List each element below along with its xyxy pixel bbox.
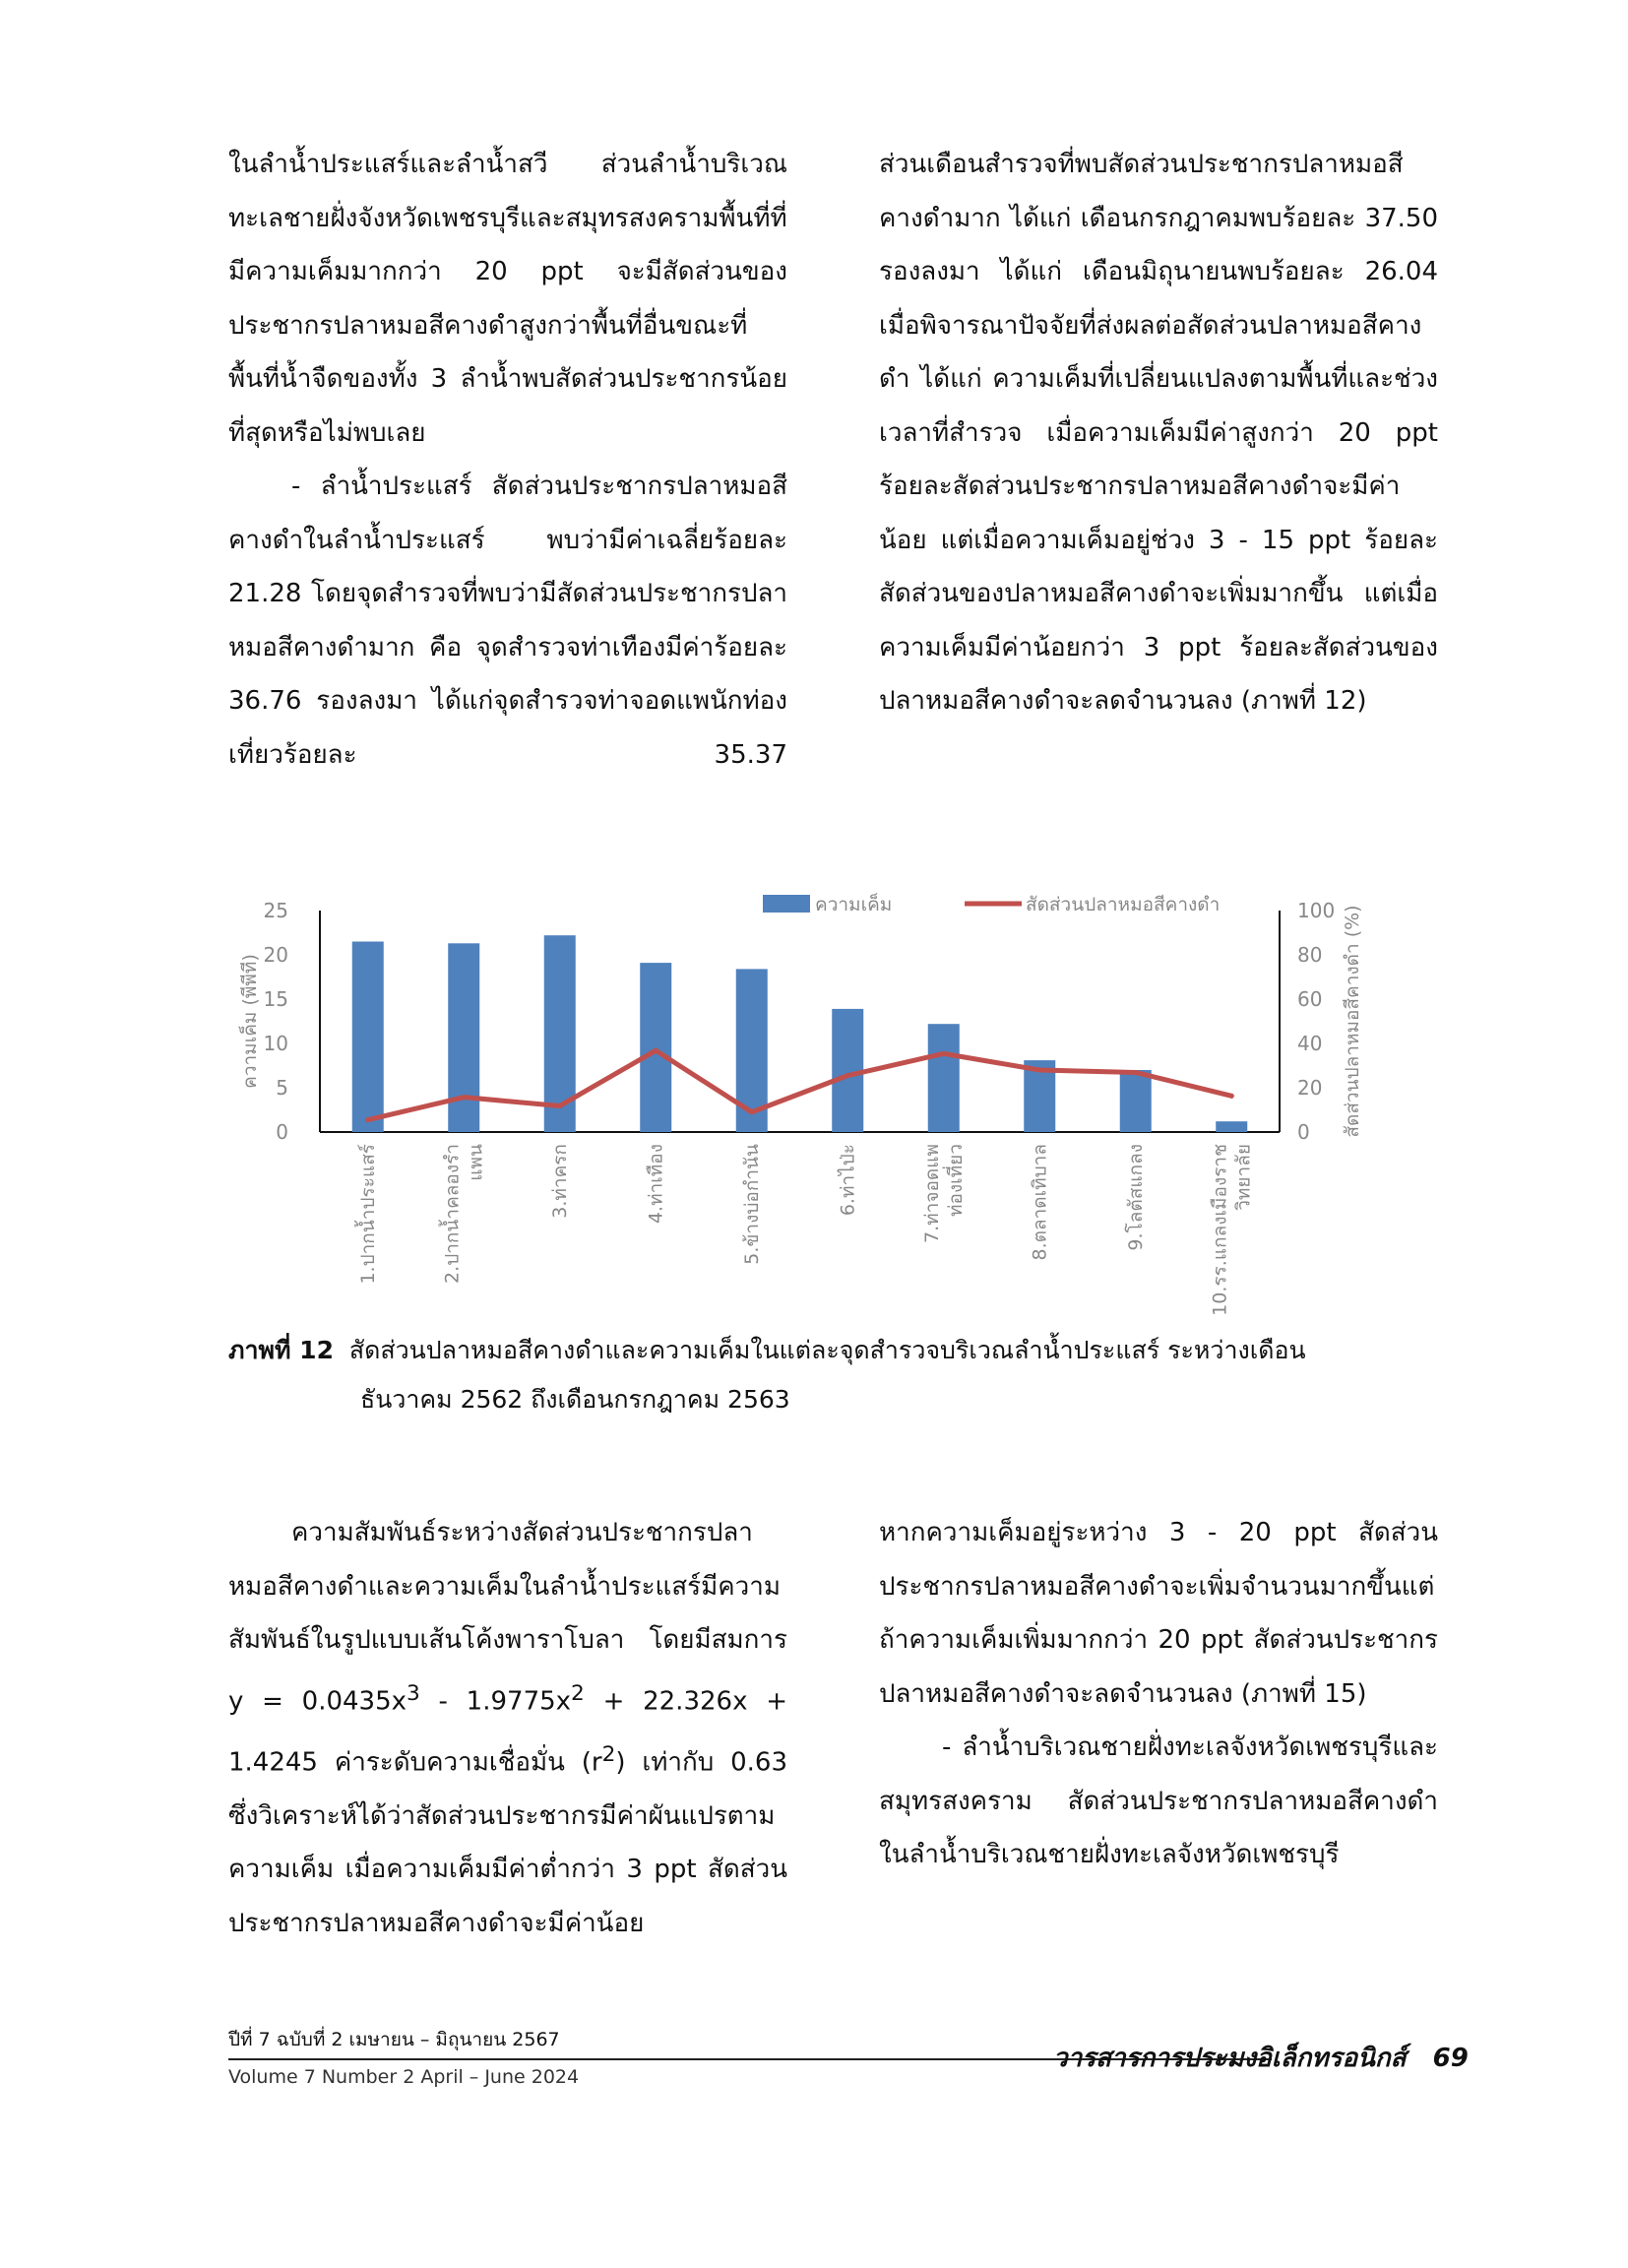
x-tick-label: 7.ท่าจอดแพ [920,1144,943,1243]
y-tick-label: 20 [263,943,288,967]
bar-salinity [832,1009,863,1132]
bar-salinity [448,943,479,1132]
line-point [1037,1068,1042,1073]
y-tick-label: 5 [276,1076,288,1100]
paragraph: หากความเค็มอยู่ระหว่าง 3 - 20 ppt สัดส่วนประชากรปลาหมอสีคางดำจะเพิ่มจำนวนมากขึ้นแต่ถ้าความเค็มเพิ่มมากกว่า 20 ppt สัดส่วนประชากรปลาหมอสีคางดำจะลดจำนวนลง (ภาพที่ 15) [879,1518,1438,1709]
x-tick-label: วิทยาลัย [1232,1144,1255,1211]
paragraph-equation: ความสัมพันธ์ระหว่างสัดส่วนประชากรปลาหมอสีคางดำและความเค็มในลำน้ำประแสร์มีความสัมพันธ์ในรูปแบบเส้นโค้งพาราโบลา โดยมีสมการ $y = 0.0435x^3 - 1.9775x^2 + 22.326x + 1.4245$ ค่าระดับความเชื่อมั่น $(r^2)$ เท่ากับ 0.63 ซึ่งวิเคราะห์ได้ว่าสัดส่วนประชากรมีค่าผันแปรตามความเค็ม เมื่อความเค็มมีค่าต่ำกว่า 3 ppt สัดส่วนประชากรปลาหมอสีคางดำจะมีค่าน้อย [228,1518,787,1938]
x-tick-label: 4.ท่าเทือง [645,1144,667,1225]
y-tick-label: 25 [263,899,288,922]
y2-tick-label: 60 [1297,987,1323,1011]
line-point [365,1117,370,1122]
y2-tick-label: 20 [1297,1076,1323,1100]
line-point [654,1048,658,1053]
salinity-proportion-chart [226,881,1398,1334]
journal-name: วารสารการประมงอิเล็กทรอนิกส์ [1053,2044,1407,2073]
line-point [845,1073,850,1078]
bar-salinity [928,1024,960,1132]
x-tick-label: 2.ปากน้ำคลองรำ [441,1144,464,1284]
y2-axis-title: สัดส่วนปลาหมอสีคางดำ (%) [1342,905,1363,1138]
paragraph: ในลำน้ำประแสร์และลำน้ำสวี ส่วนลำน้ำบริเวณทะเลชายฝั่งจังหวัดเพชรบุรีและสมุทรสงครามพื้นที่ที่มีความเค็มมากกว่า 20 ppt จะมีสัดส่วนของประชากรปลาหมอสีคางดำสูงกว่าพื้นที่อื่นขณะที่พื้นที่น้ำจืดของทั้ง 3 ลำน้ำพบสัดส่วนประชากรน้อยที่สุดหรือไม่พบเลย [228,150,787,448]
line-point [462,1095,467,1100]
x-tick-label: 6.ท่าไป่ะ [837,1144,859,1217]
line-point [941,1051,946,1056]
line-point [1229,1094,1234,1099]
legend-label-proportion: สัดส่วนปลาหมอสีคางดำ [1026,894,1221,915]
y-tick-label: 10 [263,1032,288,1055]
y-tick-label: 15 [263,987,288,1011]
line-proportion [368,1050,1232,1119]
x-tick-label: 8.ตลาดเทิบาล [1029,1144,1051,1261]
paragraph: - ลำน้ำบริเวณชายฝั่งทะเลจังหวัดเพชรบุรีและสมุทรสงคราม สัดส่วนประชากรปลาหมอสีคางดำในลำน้ำบริเวณชายฝั่งทะเลจังหวัดเพชรบุรี [879,1732,1438,1869]
x-tick-label: 3.ท่าครก [548,1144,571,1219]
bar-salinity [1120,1070,1152,1132]
figure-12 [226,881,1398,1334]
x-tick-label: 10.รร.แกลงเมืองราช [1209,1144,1231,1316]
caption-label: ภาพที่ 12 [228,1336,334,1364]
y2-tick-label: 80 [1297,943,1323,967]
page-number: 69 [1432,2044,1469,2073]
y2-tick-label: 40 [1297,1032,1323,1055]
issue-english: Volume 7 Number 2 April – June 2024 [228,2066,580,2088]
legend-swatch-salinity [763,895,810,913]
y2-tick-label: 0 [1297,1120,1310,1144]
issue-thai: ปีที่ 7 ฉบับที่ 2 เมษายน – มิถุนายน 2567 [228,2029,560,2050]
figure-caption [228,1326,1409,1424]
legend-label-salinity: ความเค็ม [815,894,893,915]
x-tick-label: 5.ข้างบ่อกำนัน [740,1144,763,1265]
right-column-top [879,138,1438,728]
y2-tick-label: 100 [1297,899,1336,922]
x-tick-label: ท่องเที่ยว [944,1144,967,1218]
bar-salinity [352,942,384,1133]
x-tick-label: 1.ปากน้ำประแสร์ [356,1144,379,1285]
right-column-bottom [879,1506,1438,1882]
caption-line-2: ธันวาคม 2562 ถึงเดือนกรกฎาคม 2563 [360,1385,790,1414]
line-point [749,1109,754,1114]
y-axis-title: ความเค็ม (พีพีที) [239,954,261,1089]
bar-salinity [640,963,671,1132]
y-tick-label: 0 [276,1120,288,1144]
paragraph: ส่วนเดือนสำรวจที่พบสัดส่วนประชากรปลาหมอสีคางดำมาก ได้แก่ เดือนกรกฎาคมพบร้อยละ 37.50 รองลงมา ได้แก่ เดือนมิถุนายนพบร้อยละ 26.04 เมื่อพิจารณาปัจจัยที่ส่งผลต่อสัดส่วนปลาหมอสีคางดำ ได้แก่ ความเค็มที่เปลี่ยนแปลงตามพื้นที่และช่วงเวลาที่สำรวจ เมื่อความเค็มมีค่าสูงกว่า 20 ppt ร้อยละสัดส่วนประชากรปลาหมอสีคางดำจะมีค่าน้อย แต่เมื่อความเค็มอยู่ช่วง 3 - 15 ppt ร้อยละสัดส่วนของปลาหมอสีคางดำจะเพิ่มมากขึ้น แต่เมื่อความเค็มมีค่าน้อยกว่า 3 ppt ร้อยละสัดส่วนของปลาหมอสีคางดำจะลดจำนวนลง (ภาพที่ 12) [879,150,1438,716]
line-point [557,1103,562,1108]
paragraph: - ลำน้ำประแสร์ สัดส่วนประชากรปลาหมอสีคางดำในลำน้ำประแสร์ พบว่ามีค่าเฉลี่ยร้อยละ 21.28 โดยจุดสำรวจที่พบว่ามีสัดส่วนประชากรปลาหมอสีคางดำมาก คือ จุดสำรวจท่าเทืองมีค่าร้อยละ 36.76 รองลงมา ได้แก่จุดสำรวจท่าจอดแพนักท่องเที่ยวร้อยละ 35.37 [228,472,787,770]
line-point [1133,1070,1138,1075]
left-column-top [228,138,787,782]
x-tick-label: แพน [465,1144,487,1181]
footer-journal [1053,2038,1469,2078]
caption-line-1: สัดส่วนปลาหมอสีคางดำและความเค็มในแต่ละจุดสำรวจบริเวณลำน้ำประแสร์ ระหว่างเดือน [348,1336,1306,1364]
x-tick-label: 9.โลตัสแกลง [1124,1144,1147,1251]
bar-salinity [1216,1121,1247,1132]
left-column-bottom [228,1506,787,1950]
